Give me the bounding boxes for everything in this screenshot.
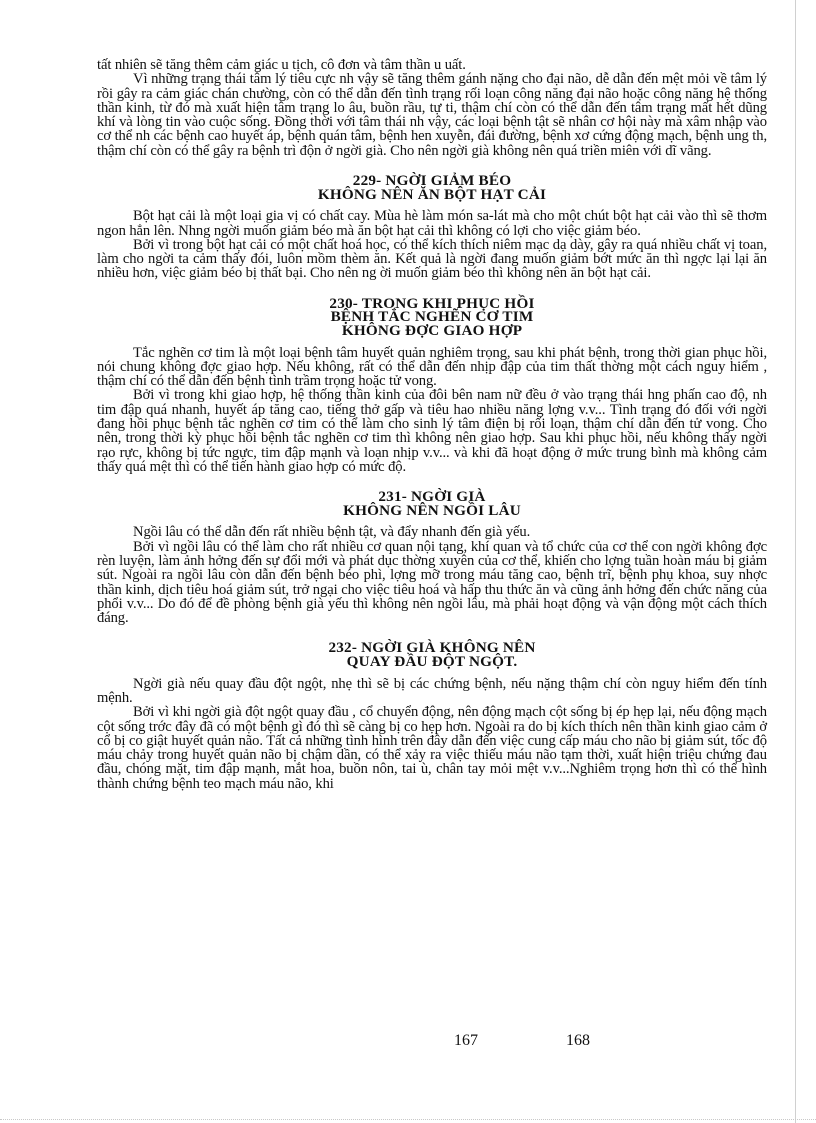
heading-line: 229- NGỜI GIẢM BÉO: [352, 172, 512, 190]
section-heading-231: [97, 490, 767, 517]
heading-line: 230- TRONG KHI PHỤC HỒI: [329, 294, 535, 312]
page-number-right: 168: [566, 1032, 590, 1049]
heading-line: KHÔNG NÊN NGỒI LÂU: [343, 501, 521, 519]
paragraph-232-1: Ngời già nếu quay đầu đột ngột, nhẹ thì sẽ bị các chứng bệnh, nếu nặng thậm chí còn nguy hiểm đến tính mệnh.: [97, 675, 767, 706]
page-number-left: 167: [454, 1032, 478, 1049]
page-bottom-divider: [0, 1119, 816, 1120]
heading-line: KHÔNG ĐỢC GIAO HỢP: [341, 321, 523, 339]
heading-line: 232- NGỜI GIÀ KHÔNG NÊN: [328, 639, 536, 657]
paragraph-230-1: Tắc nghẽn cơ tim là một loại bệnh tâm huyết quản nghiêm trọng, sau khi phát bệnh, trong thời gian phục hồi, nói chung không đợc giao hợp. Nếu không, rất có thể dẫn đến nhịp đập của tim thất thờng một cách nguy hiểm , thậm chí có thể dẫn đến bệnh tình trầm trọng hoặc tử vong.: [97, 344, 767, 390]
page-numbers: [0, 1032, 816, 1052]
paragraph-229-1: Bột hạt cải là một loại gia vị có chất cay. Mùa hè làm món sa-lát mà cho một chút bột hạt cải vào thì sẽ thơm ngon hẳn lên. Nhng ngời muốn giảm béo mà ăn bột hạt cải thì không có lợi cho việc giảm béo.: [97, 208, 767, 239]
heading-line: BỆNH TẮC NGHẼN CƠ TIM: [330, 308, 534, 326]
page-content: [97, 58, 767, 791]
paragraph-232-2: Bởi vì khi ngời già đột ngột quay đầu , cổ chuyển động, nên động mạch cột sống bị ép hẹp lại, nếu động mạch cột sống trớc đây đã có một bệnh gì đó thì sẽ càng bị co hẹp hơn. Ngoài ra do bị kích thích nên thần kinh giao cảm ở cổ bị co giật huyết quản não. Tất cả những tình hình trên đây dẫn đến việc cung cấp máu cho não bị giảm sút, tốc độ máu chảy trong huyết quản não bị chậm dần, có thể xảy ra việc thiếu máu não tạm thời, xuất hiện triệu chứng đau đầu, chóng mặt, tim đập mạnh, mắt hoa, buồn nôn, tai ù, chân tay mỏi mệt v.v...Nghiêm trọng hơn thì có thể hình thành chứng bệnh teo mạch máu não, khi: [97, 704, 767, 792]
heading-line: KHÔNG NÊN ĂN BỘT HẠT CẢI: [317, 185, 547, 203]
heading-line: 231- NGỜI GIÀ: [378, 488, 486, 506]
section-heading-229: [97, 174, 767, 201]
paragraph-231-2: Bởi vì ngồi lâu có thể làm cho rất nhiều cơ quan nội tạng, khí quan và tổ chức của cơ thể con ngời không đợc rèn luyện, làm ảnh hởng đến sự đổi mới và phát dục thờng xuyên của cơ thể, khiến cho lợng tuần hoàn máu bị giảm sút. Ngoài ra ngồi lâu còn dẫn đến bệnh béo phì, lợng mỡ trong máu tăng cao, bệnh trĩ, bệnh phụ khoa, suy nhợc thần kinh, dịch tiêu hoá giảm sút, trở ngại cho việc tiêu hoá và hấp thu thức ăn và cũng ảnh hởng đến chức năng của phổi v.v... Do đó để đề phòng bệnh già yếu thì không nên ngồi lâu, mà phải hoạt động và vận động một cách thích đáng.: [97, 538, 767, 627]
page-edge-divider: [795, 0, 796, 1123]
section-heading-230: [97, 294, 767, 339]
paragraph-230-2: Bởi vì trong khi giao hợp, hệ thống thần kinh của đôi bên nam nữ đều ở vào trạng thái hng phấn cao độ, nh tim đập quá nhanh, huyết áp tăng cao, tiếng thở gấp và tiêu hao nhiều năng lợng v.v... Tình trạng đó đối với ngời đang hồi phục bệnh tắc nghẽn cơ tim có thể làm cho sinh lý tâm điện bị rối loạn, thậm chí dẫn đến tử vong. Cho nên, trong thời kỳ phục hồi bệnh tắc nghẽn cơ tim thì không nên giao hợp. Sau khi phục hồi, nếu không thấy ngời rạo rực, không bị tức ngực, tim đập mạnh và loạn nhịp v.v... và khi đã hoạt động ở mức trung bình mà không cảm thấy quá mệt thì có thể tiến hành giao hợp có mức độ.: [97, 387, 767, 475]
paragraph-229-2: Bởi vì trong bột hạt cải có một chất hoá học, có thể kích thích niêm mạc dạ dày, gây ra quá nhiều chất vị toan, làm cho ngời ta cảm thấy đói, luôn mồm thèm ăn. Kết quả là ngời đang muốn giảm bớt mức ăn thì ngợc lại lại ăn nhiều hơn, việc giảm béo bị thất bại. Cho nên ng ời muốn giảm béo thì không nên ăn bột hạt cải.: [97, 236, 767, 282]
paragraph-intro-continuation: tất nhiên sẽ tăng thêm cảm giác u tịch, cô đơn và tâm thần u uất.: [97, 57, 466, 73]
paragraph-231-1: Ngồi lâu có thể dẫn đến rất nhiều bệnh tật, và đẩy nhanh đến già yếu.: [133, 524, 531, 541]
paragraph-mental-state: Vì những trạng thái tâm lý tiêu cực nh vậy sẽ tăng thêm gánh nặng cho đại não, dễ dẫn đến mệt mỏi về tâm lý rồi gây ra cảm giác chán chường, còn có thể dẫn đến tình trạng rối loạn công năng đại não hoặc công năng hệ thống thần kinh, từ đó mà xuất hiện tâm trạng lo âu, buồn rầu, tự ti, thậm chí còn có thể dẫn đến tâm trạng mất hết dũng khí và lòng tin vào cuộc sống. Đồng thời với tâm thái nh vậy, các loại bệnh tật sẽ nhân cơ hội này mà xâm nhập vào cơ thể nh các bệnh cao huyết áp, bệnh quán tâm, bệnh hen xuyễn, đái đường, bệnh xơ cứng động mạch, bệnh ung th, thậm chí còn có thể gây ra bệnh trì độn ở ngời già. Cho nên ngời già không nên quá triền miên với dĩ vãng.: [97, 71, 767, 159]
heading-line: QUAY ĐẦU ĐỘT NGỘT.: [346, 653, 518, 671]
section-heading-232: [97, 639, 767, 671]
